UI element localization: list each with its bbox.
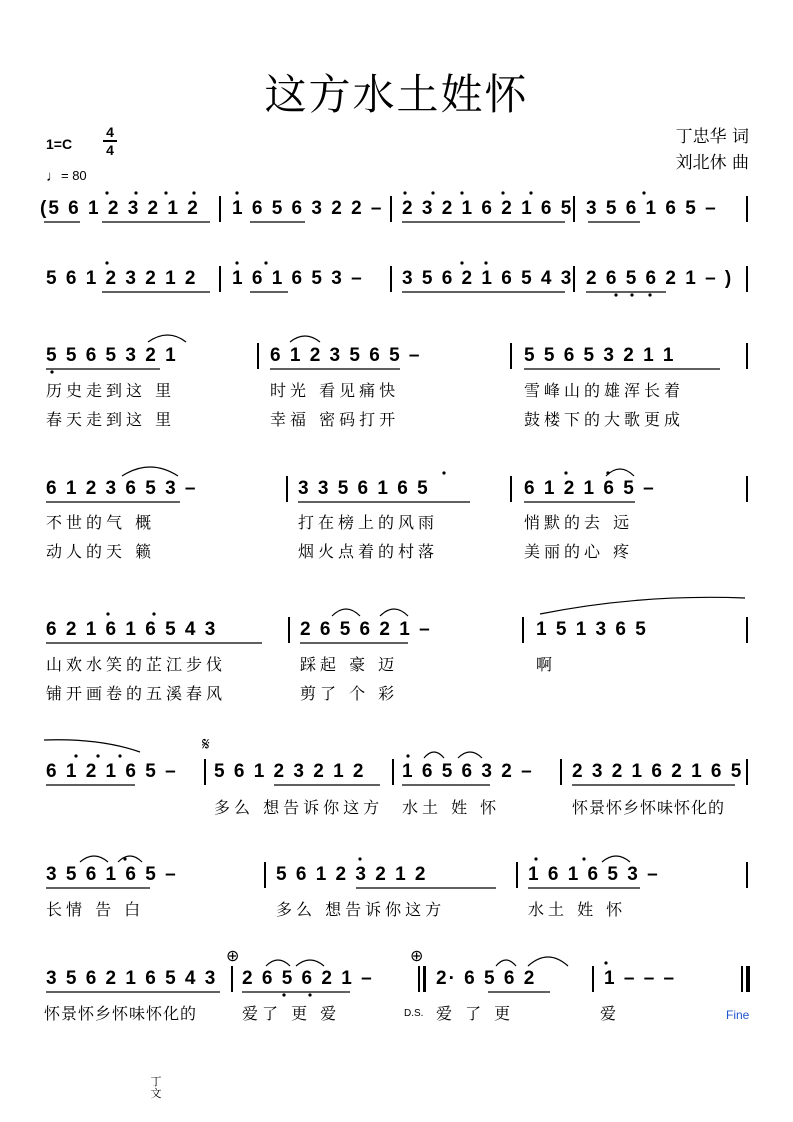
lyric-line: 春天走到这 里 [46, 410, 176, 429]
measure: 1 5 1 3 6 5 [536, 619, 648, 640]
lyric-line: 烟火点着的村落 [298, 542, 439, 561]
octave-dot [74, 754, 77, 757]
lyricist-credit: 丁忠华 词 [675, 127, 749, 147]
octave-dot [648, 293, 651, 296]
octave-dot [606, 471, 609, 474]
octave-dot [123, 857, 126, 860]
octave-dot [501, 191, 504, 194]
slur-mark [528, 957, 568, 966]
measure: 6 1 2 1 6 5 – [46, 761, 178, 782]
octave-dot [484, 261, 487, 264]
lyric-line: 水土 姓 怀 [402, 798, 501, 817]
time-signature-top: 4 [106, 124, 114, 140]
octave-dot [105, 191, 108, 194]
lyric-line: 踩起 豪 迈 [300, 655, 399, 674]
measure: 2 6 5 6 2 1 – [242, 968, 374, 989]
lyric-line: 历史走到这 里 [46, 381, 176, 400]
lyric-line: 剪了 个 彩 [300, 684, 399, 703]
lyric-line: 幸福 密码打开 [270, 410, 400, 429]
slur-mark [148, 335, 186, 342]
octave-dot [442, 471, 445, 474]
slur-mark [496, 960, 516, 966]
measure: 1 6 1 6 5 3 – [232, 268, 364, 289]
tempo-value: = 80 [61, 168, 87, 183]
measure: 6 1 2 3 6 5 3 – [46, 478, 198, 499]
octave-dot [235, 261, 238, 264]
slur-mark [458, 752, 482, 758]
measure: 2 3 2 1 6 2 1 6 5 [572, 761, 744, 782]
lyric-line: 悄默的去 远 [524, 513, 634, 532]
slur-mark [80, 856, 108, 862]
lyric-line: 铺开画卷的五溪春风 [46, 684, 227, 703]
slur-mark [122, 467, 178, 476]
slur-mark [606, 469, 634, 476]
lyric-line: 爱 [600, 1004, 621, 1023]
octave-dot [50, 370, 53, 373]
footer-char: 丁 [150, 1075, 162, 1088]
lyric-line: 山欢水笑的芷江步伐 [46, 655, 227, 674]
measure: 3 5 6 1 6 5 – [46, 864, 178, 885]
octave-dot [431, 191, 434, 194]
measure: 6 1 2 1 6 5 – [524, 478, 656, 499]
octave-dot [534, 857, 537, 860]
octave-dot [358, 857, 361, 860]
slur-mark [118, 856, 142, 862]
lyric-line: 雪峰山的雄浑长着 [524, 381, 685, 400]
lyric-line: 多么 想告诉你这方 [276, 900, 446, 919]
octave-dot [460, 261, 463, 264]
lyric-line: 多么 想告诉你这方 [214, 798, 384, 817]
octave-dot [529, 191, 532, 194]
lyric-line: 美丽的心 疼 [524, 542, 634, 561]
octave-dot [152, 612, 155, 615]
octave-dot [460, 191, 463, 194]
octave-dot [96, 754, 99, 757]
song-title: 这方水土姓怀 [264, 70, 529, 119]
slur-mark [540, 597, 745, 614]
dal-segno-mark: D.S. [404, 1008, 424, 1019]
measure: 3 5 6 2 1 6 5 4 3 [402, 268, 574, 289]
lyric-line: 时光 看见痛快 [270, 381, 400, 400]
lyric-line: 长情 告 白 [46, 900, 145, 919]
coda-icon: ⊕ [410, 946, 424, 965]
octave-dot [118, 754, 121, 757]
lyric-line: 不世的气 概 [46, 513, 156, 532]
measure: 5 6 1 2 3 2 1 2 [46, 268, 198, 289]
lyric-line: 啊 [536, 655, 557, 674]
measure: 3 5 6 2 1 6 5 4 3 [46, 968, 218, 989]
lyric-line: 爱 了 更 [436, 1004, 515, 1023]
octave-dot [630, 293, 633, 296]
coda-icon: ⊕ [226, 946, 240, 965]
measure: 1 – – – [604, 968, 677, 989]
octave-dot [406, 754, 409, 757]
octave-dot [282, 993, 285, 996]
measure: 2 3 2 1 6 2 1 6 5 [402, 198, 574, 219]
octave-dot [614, 293, 617, 296]
measure: 1 6 1 6 5 3 – [528, 864, 660, 885]
octave-dot [105, 261, 108, 264]
segno-icon: 𝄋 [202, 734, 210, 755]
measure: 3 5 6 1 6 5 – [586, 198, 718, 219]
measure: 3 3 5 6 1 6 5 [298, 478, 430, 499]
octave-dot [134, 191, 137, 194]
footer-char: 文 [150, 1087, 162, 1100]
octave-dot [564, 471, 567, 474]
slur-mark [380, 609, 408, 616]
measure: (5 6 1 2 3 2 1 2 [40, 198, 200, 219]
composer-credit: 刘北休 曲 [675, 153, 749, 173]
measure: 2 6 5 6 2 1 – ) [586, 268, 734, 289]
octave-dot [192, 191, 195, 194]
octave-dot [308, 993, 311, 996]
measure: 5 6 1 2 3 2 1 2 [276, 864, 428, 885]
lyric-line: 动人的天 籁 [46, 542, 156, 561]
measure: 2· 6 5 6 2 [436, 968, 537, 989]
octave-dot [403, 191, 406, 194]
key-signature: 1=C [46, 136, 73, 152]
lyric-line: 怀景怀乡怀味怀化的 [572, 798, 726, 817]
fine-mark: Fine [726, 1008, 750, 1022]
octave-dot [642, 191, 645, 194]
measure: 2 6 5 6 2 1 – [300, 619, 432, 640]
slur-mark [602, 856, 630, 862]
measure: 6 2 1 6 1 6 5 4 3 [46, 619, 218, 640]
octave-dot [582, 857, 585, 860]
measure: 5 6 1 2 3 2 1 2 [214, 761, 366, 782]
time-signature-bottom: 4 [106, 142, 114, 158]
slur-mark [296, 960, 324, 966]
measure: 1 6 5 6 3 2 – [402, 761, 534, 782]
measure: 1 6 5 6 3 2 2 – [232, 198, 384, 219]
measure: 5 5 6 5 3 2 1 [46, 345, 178, 366]
quarter-note-icon: ♩ [46, 168, 61, 186]
lyric-line: 怀景怀乡怀味怀化的 [44, 1004, 198, 1023]
slur-mark [266, 960, 290, 966]
lyric-line: 爱了 更 爱 [242, 1004, 341, 1023]
octave-dot [264, 261, 267, 264]
slur-mark [332, 609, 360, 616]
measure: 6 1 2 3 5 6 5 – [270, 345, 422, 366]
octave-dot [106, 612, 109, 615]
lyric-line: 鼓楼下的大歌更成 [524, 410, 685, 429]
octave-dot [604, 961, 607, 964]
slur-mark [290, 336, 320, 342]
octave-dot [235, 191, 238, 194]
slur-mark [424, 752, 444, 758]
octave-dot [164, 191, 167, 194]
lyric-line: 打在榜上的风雨 [298, 513, 439, 532]
slur-mark [44, 740, 140, 752]
lyric-line: 水土 姓 怀 [528, 900, 627, 919]
measure: 5 5 6 5 3 2 1 1 [524, 345, 676, 366]
